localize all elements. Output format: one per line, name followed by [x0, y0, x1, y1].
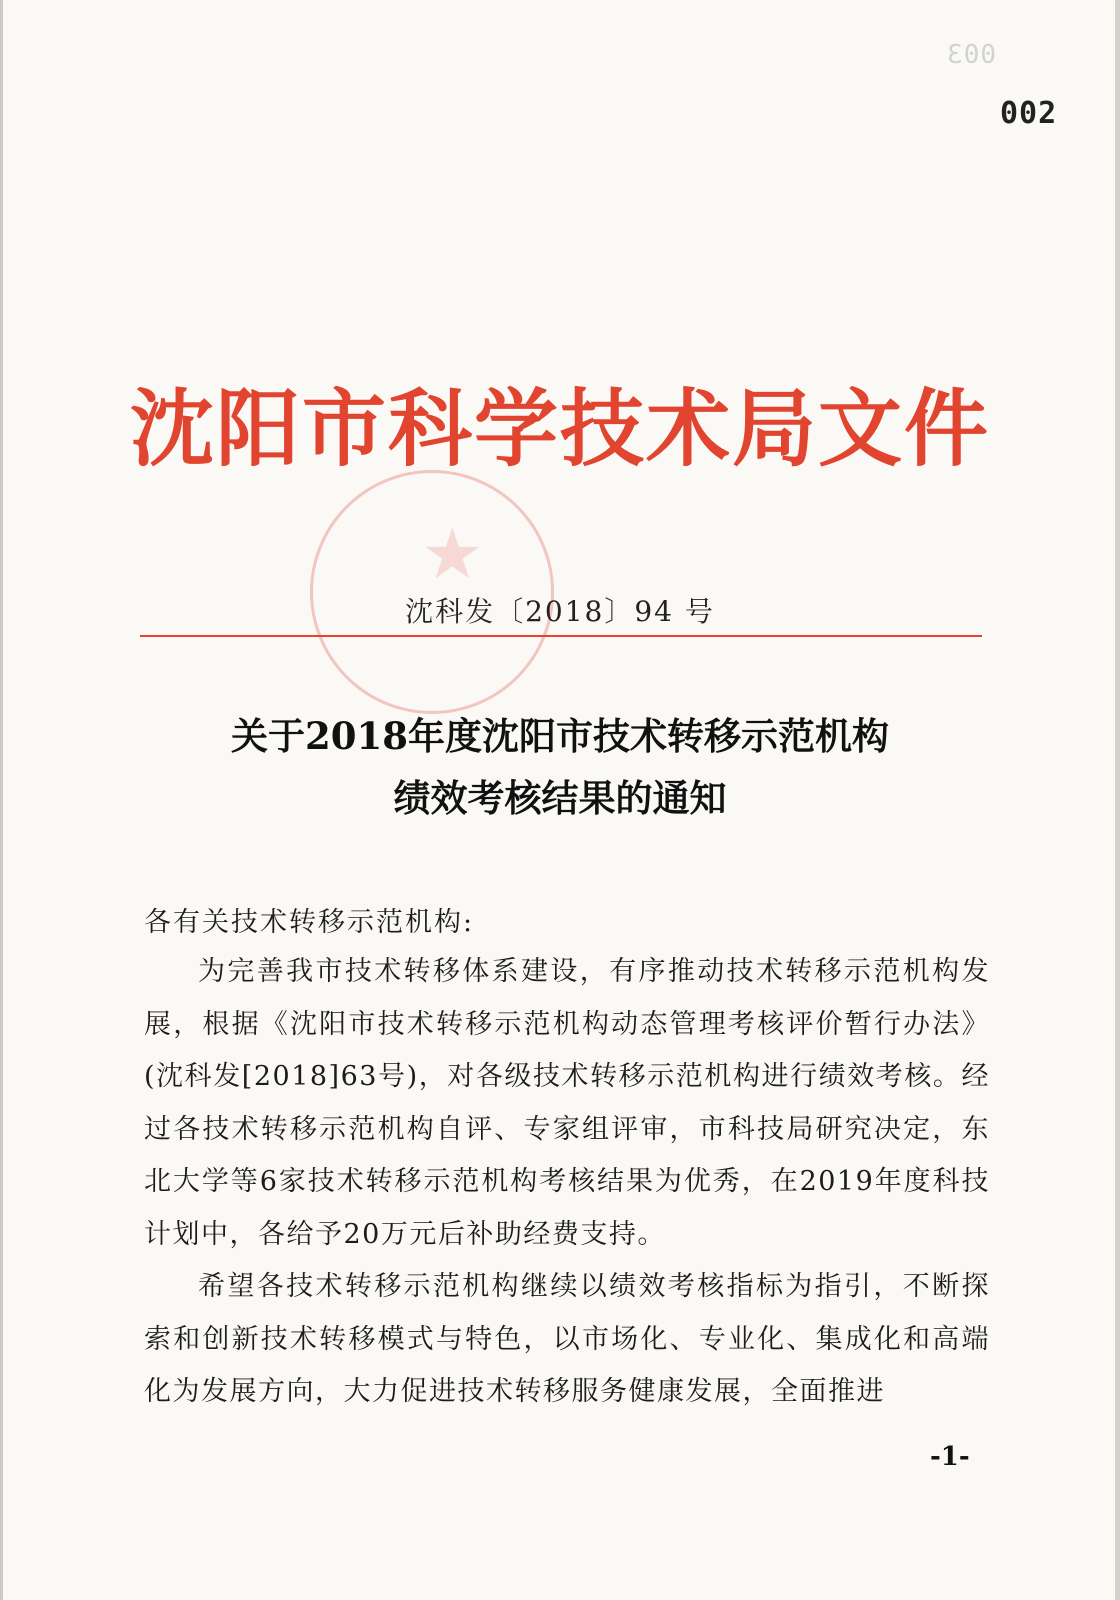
salutation: 各有关技术转移示范机构:: [144, 907, 475, 938]
masthead-title: 沈阳市科学技术局文件: [129, 380, 990, 478]
seal-star-icon: ★: [421, 513, 484, 595]
paragraph-1: 为完善我市技术转移体系建设，有序推动技术转移示范机构发展，根据《沈阳市技术转移示范机构动态管理考核评价暂行办法》(沈科发[2018]63号)，对各级技术转移示范机构进行绩效考核。经过各技术转移示范机构自评、专家组评审，市科技局研究决定，东北大学等6家技术转移示范机构考核结果为优秀，在2019年度科技计划中，各给予20万元后补助经费支持。: [144, 956, 990, 1250]
body-text: [144, 946, 990, 1419]
bleed-through-number: 003: [946, 40, 996, 70]
red-divider-rule: [140, 635, 982, 637]
document-title: [0, 705, 1120, 829]
archive-number: 002: [1000, 96, 1058, 131]
document-title-line-1: 关于2018年度沈阳市技术转移示范机构: [231, 714, 889, 758]
document-number: 沈科发〔2018〕94 号: [405, 595, 715, 628]
paragraph-2: 希望各技术转移示范机构继续以绩效考核指标为指引，不断探索和创新技术转移模式与特色，以市场化、专业化、集成化和高端化为发展方向，大力促进技术转移服务健康发展，全面推进: [144, 1271, 990, 1407]
page-number: -1-: [930, 1442, 970, 1472]
document-title-line-2: 绩效考核结果的通知: [393, 776, 727, 820]
